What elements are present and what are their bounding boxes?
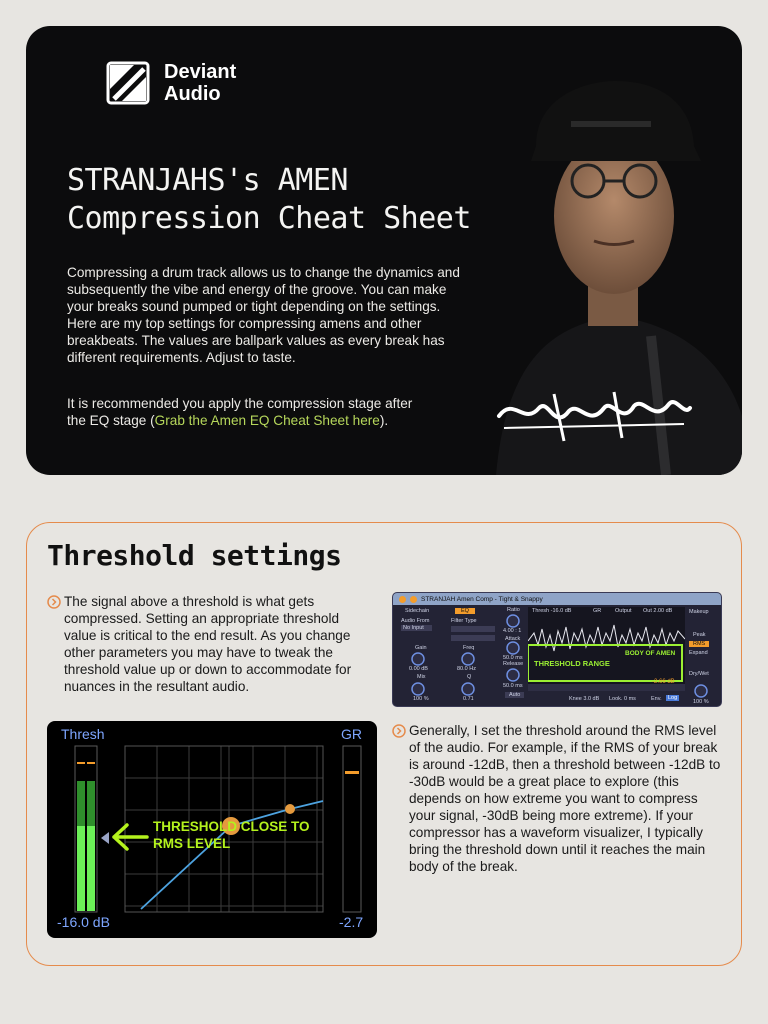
mix-value[interactable]: 100 %	[413, 696, 429, 702]
hero-card	[26, 26, 742, 475]
out-readout: Out 2.00 dB	[643, 608, 673, 614]
sidechain-label[interactable]: Sidechain	[405, 608, 430, 614]
brand-line1: Deviant	[164, 61, 237, 83]
attack-value[interactable]: 50.0 ms	[503, 655, 523, 661]
makeup-button[interactable]: Makeup	[689, 609, 709, 615]
page-title	[67, 162, 471, 238]
eq-cheat-sheet-link[interactable]: Grab the Amen EQ Cheat Sheet here	[154, 413, 380, 428]
mix-label: Mix	[417, 674, 426, 680]
callout-line2: RMS LEVEL	[153, 836, 231, 851]
gain-value[interactable]: 0.00 dB	[409, 666, 428, 672]
gain-knob-icon[interactable]	[412, 653, 424, 665]
arrow-left-icon	[114, 825, 147, 849]
release-value[interactable]: 50.0 ms	[503, 683, 523, 689]
hero-recommendation	[67, 395, 417, 429]
freq-label: Freq	[463, 645, 475, 651]
release-knob-icon[interactable]	[507, 669, 519, 681]
attack-knob-icon[interactable]	[507, 642, 519, 654]
body-of-amen-label: BODY OF AMEN	[625, 650, 676, 657]
gr-label: GR	[593, 608, 602, 614]
hero-intro: Compressing a drum track allows us to change the dynamics and subsequently the vibe and energy of the groove. You can make your breaks sound pumped or tight depending on the settings. Here are my top settings for compressing amens and other breakbeats. The values are ballpark values as every break has different requirements. Adjust to taste.	[67, 265, 460, 365]
threshold-meter-closeup	[47, 721, 377, 938]
freq-value[interactable]: 80.0 Hz	[457, 666, 476, 672]
ratio-label: Ratio	[507, 607, 520, 613]
filter-type-buttons[interactable]	[451, 626, 495, 632]
gain-label: Gain	[415, 645, 427, 651]
look-value[interactable]: Look. 0 ms	[609, 696, 636, 702]
ratio-knob-icon[interactable]	[507, 615, 519, 627]
gr-value: -2.66 dB	[652, 679, 675, 685]
attack-label: Attack	[505, 636, 521, 642]
threshold-range-label: THRESHOLD RANGE	[534, 659, 610, 668]
audio-from-label: Audio From	[401, 618, 430, 624]
gr-title: GR	[341, 726, 362, 742]
freq-knob-icon[interactable]	[462, 653, 474, 665]
thresh-value: -16.0 dB	[57, 914, 110, 930]
drywet-value[interactable]: 100 %	[693, 699, 709, 705]
threshold-paragraph-1: The signal above a threshold is what gets compressed. Setting an appropriate threshold value is critical to the end result. As you change other parameters you may have to tweak the threshold value up or down to accommodate for nuances in the resultant audio.	[64, 594, 352, 694]
threshold-section	[26, 522, 742, 966]
chevron-right-icon	[47, 595, 61, 609]
section-title: Threshold settings	[47, 539, 342, 572]
log-button[interactable]: Log	[668, 695, 678, 701]
expand-button[interactable]: Expand	[689, 650, 708, 656]
threshold-paragraph-2: Generally, I set the threshold around the RMS level of the audio. For example, if the RMS of your break is around -12dB, then a threshold between -12dB to -30dB would be a great place to explore (this depends on how extreme you want to compress your signal, -30dB being more extreme). If your compressor has a waveform visualizer, I typically bring the threshold down until it reaches the main body of the break.	[409, 723, 721, 874]
ratio-value[interactable]: 4.00 : 1	[503, 628, 522, 634]
q-value[interactable]: 0.71	[463, 696, 474, 702]
compressor-plugin-screenshot	[392, 592, 722, 707]
deviant-audio-logo[interactable]	[104, 59, 236, 107]
gr-meter-value: -2.7	[339, 914, 364, 930]
env-label: Env.	[651, 696, 662, 702]
q-knob-icon[interactable]	[462, 683, 474, 695]
recommend-suffix: ).	[379, 413, 389, 428]
release-label: Release	[503, 661, 524, 667]
title-line2: Compression Cheat Sheet	[67, 201, 471, 236]
output-label: Output	[615, 608, 632, 614]
mix-knob-icon[interactable]	[412, 683, 424, 695]
threshold-callout	[153, 818, 310, 852]
stranjah-signature	[494, 386, 694, 446]
peak-button[interactable]: Peak	[693, 632, 706, 638]
recommend-prefix: It is recommended you apply the compression stage after the EQ stage (	[67, 396, 413, 428]
brand-line2: Audio	[164, 83, 221, 105]
chevron-right-icon	[392, 724, 406, 738]
drywet-knob-icon[interactable]	[695, 685, 707, 697]
knee-value[interactable]: Knee 3.0 dB	[569, 696, 600, 702]
thresh-readout: Thresh -16.0 dB	[532, 608, 572, 614]
drywet-label: Dry/Wet	[689, 671, 709, 677]
callout-line1: THRESHOLD CLOSE TO	[153, 819, 310, 834]
title-line1: STRANJAHS's AMEN	[67, 163, 348, 198]
thresh-title: Thresh	[61, 726, 105, 742]
q-label: Q	[467, 674, 472, 680]
rms-button[interactable]: RMS	[689, 641, 709, 647]
filter-mode-buttons[interactable]	[451, 635, 495, 641]
filter-type-label: Filter Type	[451, 618, 477, 624]
eq-toggle[interactable]: EQ	[455, 608, 475, 614]
audio-from-select[interactable]: No Input	[401, 625, 432, 631]
plugin-title: STRANJAH Amen Comp - Tight & Snappy	[421, 595, 543, 603]
deviant-audio-logo-icon	[104, 59, 152, 107]
auto-button[interactable]: Auto	[505, 692, 524, 698]
